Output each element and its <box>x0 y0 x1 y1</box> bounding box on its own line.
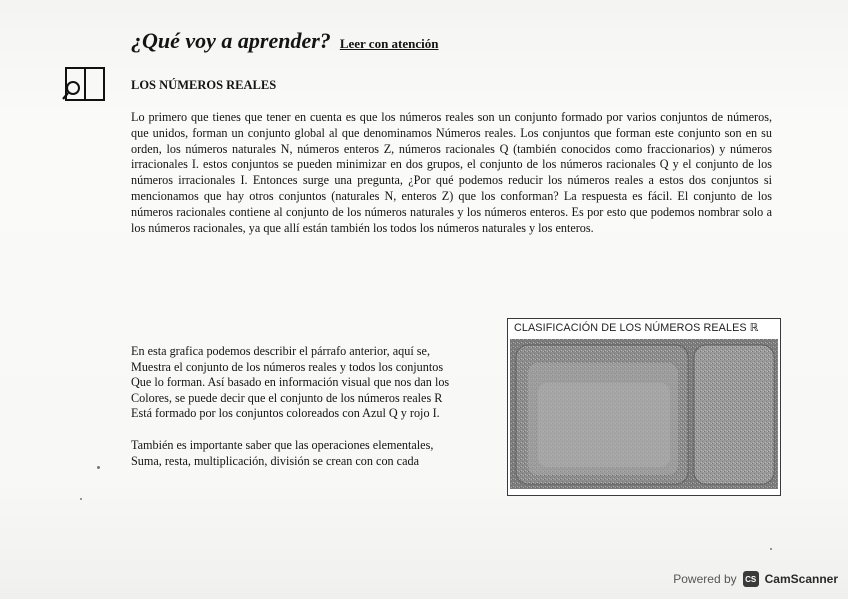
camscanner-brand: CamScanner <box>764 572 838 586</box>
scan-speck <box>80 498 82 500</box>
figure-graphic <box>508 319 780 495</box>
section-heading: LOS NÚMEROS REALES <box>131 78 277 92</box>
powered-by-text: Powered by <box>673 572 737 586</box>
text-line: Colores, se puede decir que el conjunto de los números reales R <box>131 390 443 405</box>
text-line: Muestra el conjunto de los números reales y todos los conjuntos <box>131 359 444 374</box>
title-main: ¿Qué voy a aprender? <box>131 28 331 53</box>
page-title <box>131 28 439 54</box>
graphic-description <box>131 344 516 469</box>
graphic-paragraph-2 <box>131 438 516 469</box>
title-subtitle: Leer con atención <box>339 36 439 51</box>
figure-title: CLASIFICACIÓN DE LOS NÚMEROS REALES ℝ <box>514 322 759 334</box>
text-line: Está formado por los conjuntos coloreados con Azul Q y rojo I. <box>131 406 440 421</box>
book-icon <box>62 66 108 104</box>
naturals-set-panel <box>538 383 670 467</box>
text-line: Suma, resta, multiplicación, división se crean con con cada <box>131 453 420 468</box>
text-line: También es importante saber que las operaciones elementales, <box>131 437 434 452</box>
intro-paragraph: Lo primero que tienes que tener en cuenta es que los números reales son un conjunto formado por varios conjuntos de números, que unidos, forman un conjunto global al que denominamos Números reales. Los conjuntos que forman este conjunto son en su orden, los números naturales N, números enteros Z, números racionales Q (también conocidos como fraccionarios) y números irracionales I. estos conjuntos se pueden minimizar en dos grupos, el conjunto de los números racionales Q y el conjunto de los números irracionales I. Entonces surge una pregunta, ¿Por qué podemos reducir los números reales a estos dos conjuntos si mencionamos que hay otros conjuntos (naturales N, enteros Z) que los conforman? La respuesta es fácil. El conjunto de los números racionales contiene al conjunto de los números naturales y los números enteros. Es por esto que podemos nombrar solo a los números racionales, ya que allí están también los todos los números naturales y los enteros. <box>131 110 772 235</box>
graphic-paragraph-1 <box>131 344 516 422</box>
camscanner-watermark <box>673 571 838 587</box>
scan-speck <box>770 548 772 550</box>
camscanner-logo-icon: CS <box>743 571 759 587</box>
scan-speck <box>97 466 100 469</box>
numbers-classification-figure <box>507 318 781 496</box>
text-line: Que lo forman. Así basado en información visual que nos dan los <box>131 375 450 390</box>
text-line: En esta grafica podemos describir el párrafo anterior, aquí se, <box>131 344 430 358</box>
